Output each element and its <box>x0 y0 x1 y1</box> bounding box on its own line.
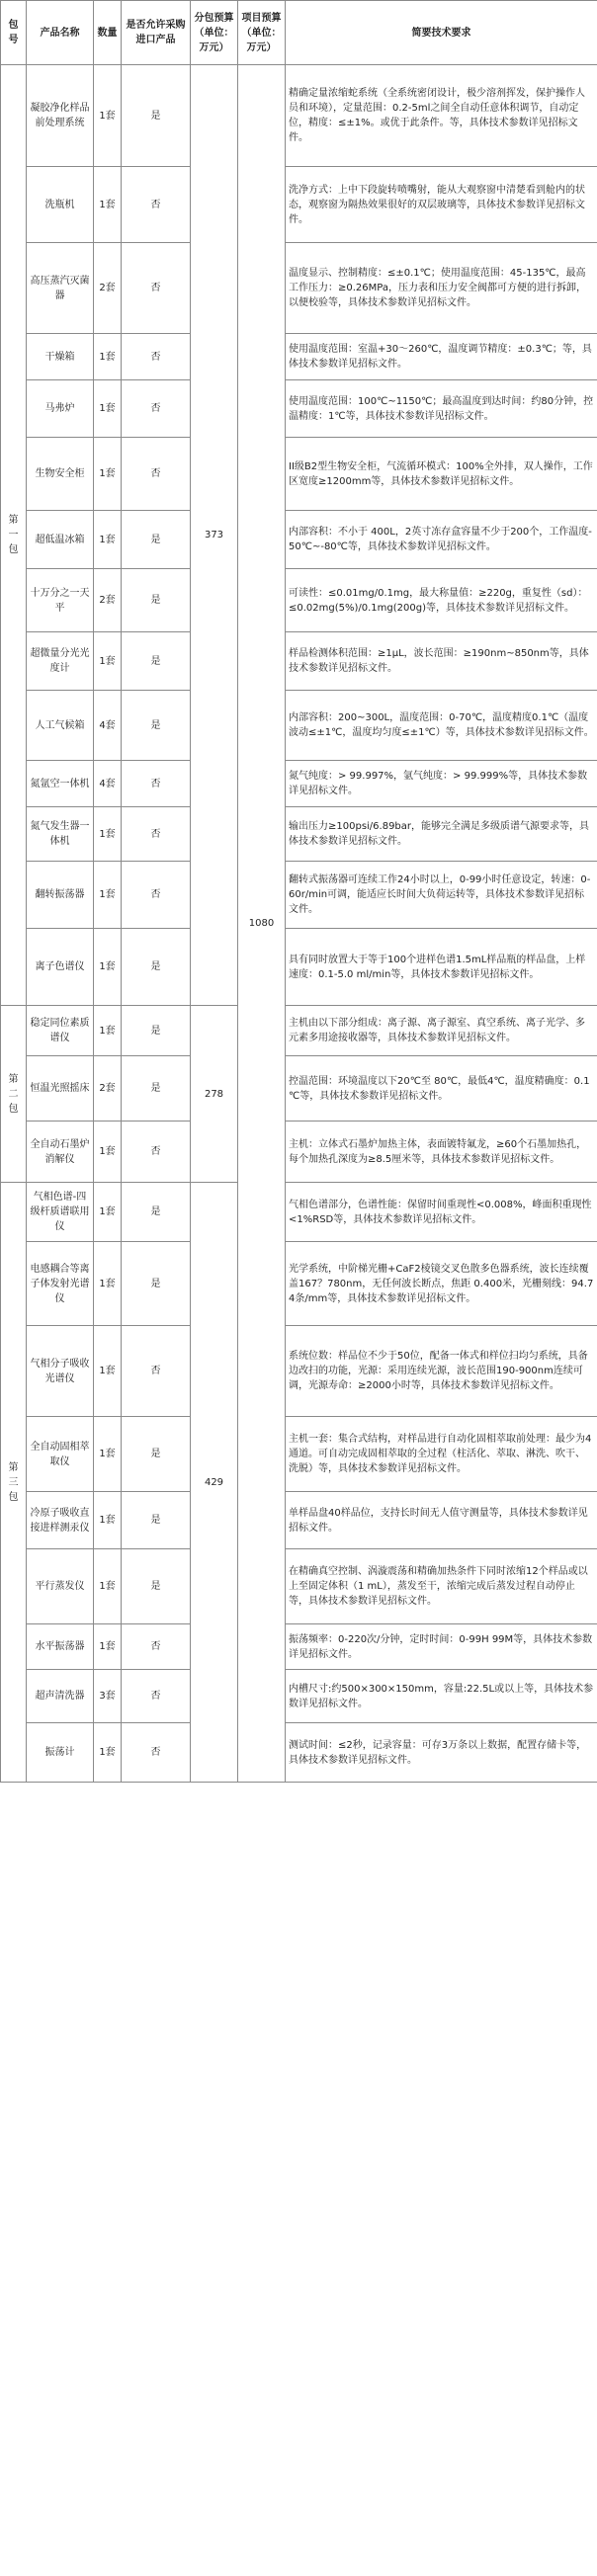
import-allowed: 是 <box>122 929 191 1006</box>
table-row <box>1 1492 597 1549</box>
import-allowed: 否 <box>122 167 191 243</box>
product-name: 全自动石墨炉消解仪 <box>27 1122 94 1183</box>
product-name: 干燥箱 <box>27 334 94 380</box>
table-row <box>1 1670 597 1723</box>
table-row <box>1 569 597 632</box>
quantity: 1套 <box>94 511 122 569</box>
technical-requirement: 翻转式振荡器可连续工作24小时以上，0-99小时任意设定，转速：0-60r/min可调，能适应长时间大负荷运转等，具体技术参数详见招标文件。 <box>286 862 597 929</box>
quantity: 2套 <box>94 1056 122 1122</box>
technical-requirement: 主机由以下部分组成：离子源、离子源室、真空系统、离子光学、多元素多用途接收器等，具体技术参数详见招标文件。 <box>286 1006 597 1056</box>
table-row <box>1 1549 597 1624</box>
quantity: 1套 <box>94 1006 122 1056</box>
technical-requirement: 温度显示、控制精度：≤±0.1℃；使用温度范围：45-135℃，最高工作压力：≥0.26MPa，压力表和压力安全阀都可方便的进行拆卸，以便校验等，具体技术参数详见招标文件。 <box>286 243 597 334</box>
product-name: 翻转振荡器 <box>27 862 94 929</box>
import-allowed: 否 <box>122 1670 191 1723</box>
technical-requirement: 光学系统，中阶梯光栅+CaF2棱镜交叉色散多色器系统，波长连续覆盖167？780nm，无任何波长断点，焦距 0.400米，光栅刻线：94.74条/mm等，具体技术参数详见招标文件。 <box>286 1242 597 1326</box>
package-label: 第一包 <box>1 65 27 1006</box>
product-name: 洗瓶机 <box>27 167 94 243</box>
import-allowed: 是 <box>122 1549 191 1624</box>
package-budget: 373 <box>191 65 238 1006</box>
table-body <box>1 65 597 1783</box>
technical-requirement: 内部容积：不小于 400L，2英寸冻存盒容量不少于200个，工作温度-50℃~-80℃等，具体技术参数详见招标文件。 <box>286 511 597 569</box>
table-row <box>1 243 597 334</box>
technical-requirement: 样品检测体积范围：≥1μL，波长范围：≥190nm~850nm等，具体技术参数详见招标文件。 <box>286 632 597 691</box>
table-row <box>1 691 597 761</box>
technical-requirement: 测试时间：≤2秒，记录容量：可存3万条以上数据，配置存储卡等，具体技术参数详见招标文件。 <box>286 1723 597 1783</box>
import-allowed: 是 <box>122 632 191 691</box>
import-allowed: 否 <box>122 438 191 511</box>
table-row <box>1 65 597 167</box>
table-row <box>1 380 597 438</box>
product-name: 全自动固相萃取仪 <box>27 1417 94 1492</box>
technical-requirement: 可读性：≤0.01mg/0.1mg，最大称量值：≥220g，重复性（sd）：≤0.02mg(5%)/0.1mg(200g)等，具体技术参数详见招标文件。 <box>286 569 597 632</box>
import-allowed: 否 <box>122 1624 191 1670</box>
table-row <box>1 929 597 1006</box>
import-allowed: 否 <box>122 1723 191 1783</box>
import-allowed: 否 <box>122 243 191 334</box>
table-row <box>1 1242 597 1326</box>
import-allowed: 否 <box>122 334 191 380</box>
product-name: 十万分之一天平 <box>27 569 94 632</box>
product-name: 水平振荡器 <box>27 1624 94 1670</box>
product-name: 稳定同位素质谱仪 <box>27 1006 94 1056</box>
table-row <box>1 1056 597 1122</box>
quantity: 1套 <box>94 1492 122 1549</box>
import-allowed: 否 <box>122 761 191 807</box>
technical-requirement: 氮气纯度：> 99.997%，氩气纯度：> 99.999%等，具体技术参数详见招标文件。 <box>286 761 597 807</box>
table-row <box>1 438 597 511</box>
technical-requirement: 使用温度范围：室温+30～260℃，温度调节精度：±0.3℃；等，具体技术参数详见招标文件。 <box>286 334 597 380</box>
import-allowed: 是 <box>122 1183 191 1242</box>
quantity: 1套 <box>94 1417 122 1492</box>
header-name: 产品名称 <box>27 1 94 65</box>
product-name: 离子色谱仪 <box>27 929 94 1006</box>
quantity: 1套 <box>94 1549 122 1624</box>
quantity: 4套 <box>94 691 122 761</box>
quantity: 1套 <box>94 862 122 929</box>
import-allowed: 是 <box>122 1056 191 1122</box>
table-row <box>1 632 597 691</box>
product-name: 凝胶净化样品前处理系统 <box>27 65 94 167</box>
product-name: 马弗炉 <box>27 380 94 438</box>
quantity: 4套 <box>94 761 122 807</box>
technical-requirement: 主机一套：集合式结构，对样品进行自动化固相萃取前处理：最少为4通道。可自动完成固相萃取的全过程（柱活化、萃取、淋洗、吹干、洗脱）等，具体技术参数详见招标文件。 <box>286 1417 597 1492</box>
header-row <box>1 1 597 65</box>
technical-requirement: 洗净方式：上中下段旋转喷嘴射，能从大观察窗中清楚看到舱内的状态，观察窗为隔热效果很好的双层玻璃等，具体技术参数详见招标文件。 <box>286 167 597 243</box>
import-allowed: 是 <box>122 1242 191 1326</box>
quantity: 1套 <box>94 380 122 438</box>
technical-requirement: 内槽尺寸:约500×300×150mm，容量:22.5L或以上等，具体技术参数详见招标文件。 <box>286 1670 597 1723</box>
quantity: 1套 <box>94 807 122 862</box>
quantity: 1套 <box>94 929 122 1006</box>
header-import: 是否允许采购进口产品 <box>122 1 191 65</box>
table-row <box>1 1326 597 1417</box>
technical-requirement: 振荡频率：0-220次/分钟，定时时间：0-99H 99M等，具体技术参数详见招标文件。 <box>286 1624 597 1670</box>
product-name: 高压蒸汽灭菌器 <box>27 243 94 334</box>
product-name: 恒温光照摇床 <box>27 1056 94 1122</box>
table-row <box>1 1122 597 1183</box>
package-label: 第二包 <box>1 1006 27 1183</box>
product-name: 超微量分光光度计 <box>27 632 94 691</box>
table-row <box>1 807 597 862</box>
import-allowed: 是 <box>122 1006 191 1056</box>
import-allowed: 是 <box>122 691 191 761</box>
technical-requirement: 内部容积：200~300L，温度范围：0-70℃，温度精度0.1℃（温度波动≤±1℃，温度均匀度≤±1℃）等，具体技术参数详见招标文件。 <box>286 691 597 761</box>
header-sub-budget: 分包预算（单位：万元） <box>191 1 238 65</box>
technical-requirement: 控温范围：环境温度以下20℃至 80℃，最低4℃，温度精确度：0.1 ℃等，具体技术参数详见招标文件。 <box>286 1056 597 1122</box>
table-row <box>1 862 597 929</box>
product-name: 氮气发生器一体机 <box>27 807 94 862</box>
header-qty: 数量 <box>94 1 122 65</box>
quantity: 1套 <box>94 1183 122 1242</box>
table-row <box>1 511 597 569</box>
quantity: 1套 <box>94 632 122 691</box>
quantity: 1套 <box>94 1122 122 1183</box>
import-allowed: 是 <box>122 511 191 569</box>
technical-requirement: 精确定量浓缩蛇系统（全系统密闭设计，极少溶剂挥发，保护操作人员和环境），定量范围：0.2-5ml之间全自动任意体积调节，自动定位，精度：≤±1%。或优于此条件。等，具体技术参数详见招标文件。 <box>286 65 597 167</box>
quantity: 1套 <box>94 1624 122 1670</box>
import-allowed: 是 <box>122 1417 191 1492</box>
technical-requirement: 在精确真空控制、涡漩震荡和精确加热条件下同时浓缩12个样品或以上至固定体积（1 mL），蒸发至干，浓缩完成后蒸发过程自动停止等，具体技术参数详见招标文件。 <box>286 1549 597 1624</box>
table-row <box>1 1723 597 1783</box>
quantity: 1套 <box>94 65 122 167</box>
technical-requirement: II级B2型生物安全柜，气流循环模式：100%全外排，双人操作，工作区宽度≥1200mm等，具体技术参数详见招标文件。 <box>286 438 597 511</box>
quantity: 1套 <box>94 1326 122 1417</box>
import-allowed: 否 <box>122 862 191 929</box>
technical-requirement: 主机：立体式石墨炉加热主体，表面镀特氟龙，≥60个石墨加热孔，每个加热孔深度为≥8.5厘米等，具体技术参数详见招标文件。 <box>286 1122 597 1183</box>
product-name: 人工气候箱 <box>27 691 94 761</box>
header-pkg: 包号 <box>1 1 27 65</box>
product-name: 电感耦合等离子体发射光谱仪 <box>27 1242 94 1326</box>
technical-requirement: 使用温度范围：100℃~1150℃；最高温度到达时间：约80分钟，控温精度：1℃等，具体技术参数详见招标文件。 <box>286 380 597 438</box>
product-name: 氮氩空一体机 <box>27 761 94 807</box>
technical-requirement: 气相色谱部分，色谱性能：保留时间重现性<0.008%，峰面积重现性<1%RSD等，具体技术参数详见招标文件。 <box>286 1183 597 1242</box>
quantity: 1套 <box>94 438 122 511</box>
import-allowed: 否 <box>122 807 191 862</box>
table-row <box>1 1417 597 1492</box>
import-allowed: 是 <box>122 65 191 167</box>
technical-requirement: 系统位数：样品位不少于50位，配备一体式和样位扫均匀系统，具备边改扫的功能，光源：采用连续光源，波长范围190-900nm连续可调，光源寿命：≥2000小时等，具体技术参数详见招标文件。 <box>286 1326 597 1417</box>
product-name: 冷原子吸收直接进样测汞仪 <box>27 1492 94 1549</box>
product-name: 平行蒸发仪 <box>27 1549 94 1624</box>
product-name: 气相分子吸收光谱仪 <box>27 1326 94 1417</box>
import-allowed: 否 <box>122 1122 191 1183</box>
import-allowed: 是 <box>122 1492 191 1549</box>
project-budget: 1080 <box>238 65 286 1783</box>
quantity: 3套 <box>94 1670 122 1723</box>
technical-requirement: 具有同时放置大于等于100个进样色谱1.5mL样品瓶的样品盘，上样速度：0.1-5.0 ml/min等，具体技术参数详见招标文件。 <box>286 929 597 1006</box>
technical-requirement: 单样品盘40样品位，支持长时间无人值守测量等，具体技术参数详见招标文件。 <box>286 1492 597 1549</box>
table-row <box>1 1624 597 1670</box>
package-budget: 278 <box>191 1006 238 1183</box>
product-name: 振荡计 <box>27 1723 94 1783</box>
quantity: 2套 <box>94 243 122 334</box>
package-label: 第三包 <box>1 1183 27 1783</box>
quantity: 1套 <box>94 1242 122 1326</box>
header-req: 简要技术要求 <box>286 1 597 65</box>
import-allowed: 否 <box>122 380 191 438</box>
product-name: 超低温冰箱 <box>27 511 94 569</box>
import-allowed: 是 <box>122 569 191 632</box>
quantity: 1套 <box>94 167 122 243</box>
product-name: 生物安全柜 <box>27 438 94 511</box>
product-name: 气相色谱-四级杆质谱联用仪 <box>27 1183 94 1242</box>
header-proj-budget: 项目预算（单位：万元） <box>238 1 286 65</box>
product-name: 超声清洗器 <box>27 1670 94 1723</box>
table-row <box>1 334 597 380</box>
quantity: 1套 <box>94 1723 122 1783</box>
technical-requirement: 输出压力≥100psi/6.89bar，能够完全满足多级质谱气源要求等，具体技术参数详见招标文件。 <box>286 807 597 862</box>
table-row <box>1 761 597 807</box>
package-budget: 429 <box>191 1183 238 1783</box>
table-row <box>1 167 597 243</box>
quantity: 1套 <box>94 334 122 380</box>
quantity: 2套 <box>94 569 122 632</box>
table-row <box>1 1006 597 1056</box>
import-allowed: 否 <box>122 1326 191 1417</box>
table-row <box>1 1183 597 1242</box>
